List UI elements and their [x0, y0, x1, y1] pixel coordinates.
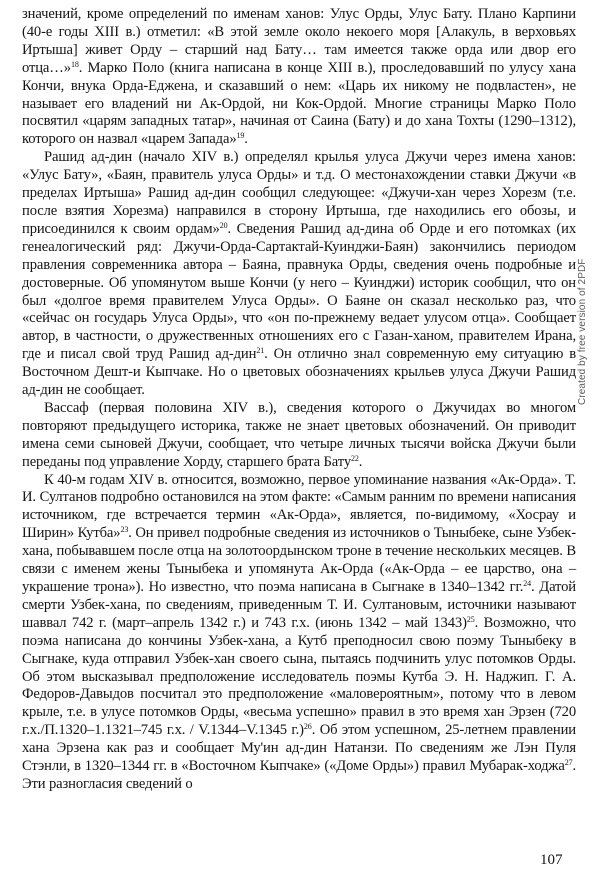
text-run: Вассаф (первая половина XIV в.), сведения которого о Джучидах во многом повторяют предыдущего историка, также не знает цветовых обозначений. Он приводит имена семи сыновей Джучи, сообщает, что четыре личных тысячи войска Джучи были переданы под управление Хорду, старшего брата Бату	[22, 399, 576, 470]
text-run: . Он привел подробные сведения из источников о Тыныбеке, сыне Узбек-хана, побывавшем после отца на золотоордынском троне в течение нескольких месяцев. В связи с именем жены Тыныбека и упомянута Ак-Орда («Ак-Орда – ее царство, она – украшение трона»). Но известно, что поэма написана в Сыгнаке в 1340–1342 гг.	[22, 525, 576, 595]
paragraph	[22, 6, 576, 149]
text-run: К 40-м годам XIV в. относится, возможно, первое упоминание названия «Ак-Орда». Т. И. Султанов подробно остановился на этом факте: «Самым ранним по времени написания источником, где встречается термин «Ак-Орда», является, по-видимому, «Хосрау и Ширин» Кутба»	[22, 471, 576, 542]
footnote-ref[interactable]: 20	[219, 220, 228, 230]
paragraph	[22, 400, 576, 472]
footnote-ref[interactable]: 22	[351, 453, 359, 463]
text-run: . Марко Поло (книга написана в конце XIII в.), проследовавший по улусу хана Кончи, внука Орда-Еджена, и сказавший о нем: «Царь их никому не подвластен», не называет его владений ни Ак-Ордой, ни Кок-Ордой. Многие страницы Марко Поло посвятил «царям западных татар», начиная от Саина (Бату) и до хана Тохты (1290–1312), которого он назвал «царем Запада»	[22, 59, 576, 148]
paragraph	[22, 472, 576, 794]
watermark-text: Created by free version of 2PDF	[577, 258, 588, 405]
footnote-ref[interactable]: 21	[256, 346, 265, 356]
text-run: . Возможно, что поэма написана до кончины Узбек-хана, а Кутб преподносил свою поэму Тыныбеку в Сыгнаке, куда отправил Узбек-хан своего сына, пытаясь подчинить улус потомков Орды. Об этом высказывал предположение исследователь поэмы Кутба Э. Н. Наджип. Г. А. Федоров-Давыдов посчитал это предположение «маловероятным», потому что в левом крыле, т.е. в улусе потомков Орды, «весьма успешно» правил в это время хан Эрзен (720 г.х./П.1320–1.1321–745 г.х. / V.1344–V.1345 г.)	[22, 614, 576, 739]
footnote-ref[interactable]: 25	[466, 614, 475, 624]
footnote-ref[interactable]: 23	[120, 525, 129, 535]
text-run: . Сведения Рашид ад-дина об Орде и его потомках (их генеалогический ряд: Джучи-Орда-Сартактай-Куинджи-Баян) закончились периодом правления современника автора – Баяна, правнука Орды, сведения очень подробные и достоверные. Об упомянутом выше Кончи (у него – Куинджи) историк сообщил, что он был «долгое время правителем Улуса Орды». О Баяне он сказал несколько раз, что «сейчас он государь Улуса Орды», что «он по-прежнему ведает улусом отца». Сообщает автор, в частности, о дружественных отношениях его с Газан-ханом, правителем Ирана, где и писал свой труд Рашид ад-дин	[22, 220, 577, 363]
text-run: . Он отлично знал современную ему ситуацию в Восточном Дешт-и Кыпчаке. Но о цветовых обозначениях крыльев улуса Джучи Рашид ад-дин не сообщает.	[22, 346, 576, 399]
text-run: Рашид ад-дин (начало XIV в.) определял крылья улуса Джучи через имена ханов: «Улус Бату», «Баян, правитель улуса Орды» и т.д. О местонахождении ставки Джучи «в пределах Иртыша» Рашид ад-дин сообщил следующее: «Джучи-хан через Хорезм (т.е. после взятия Хорезма) направился в сторону Иртыша, где находились его обозы, и присоединился к своим ордам»	[22, 149, 576, 237]
text-run: . Эти разногласия сведений о	[22, 758, 576, 792]
text-run: значений, кроме определений по именам ханов: Улус Орды, Улус Бату. Плано Карпини (40-е годы XIII в.) отметил: «В этой земле около некоего моря [Алакуль, в верховьях Иртыша] живет Орду – старший над Бату… там имеется также орда или двор его отца…»	[22, 6, 576, 76]
text-run: . Об этом успешном, 25-летнем правлении хана Эрзена как раз и сообщает Му'ин ад-дин Натанзи. По сведениям же Лэн Пуля Стэнли, в 1320–1344 гг. в «Восточном Кыпчаке» («Доме Орды») правил Мубарак-ходжа	[22, 722, 576, 775]
footnote-ref[interactable]: 24	[523, 579, 531, 588]
text-run: .	[244, 131, 248, 148]
paragraph	[22, 149, 576, 400]
page-number: 107	[540, 852, 563, 868]
footnote-ref[interactable]: 26	[303, 722, 312, 732]
footnote-ref[interactable]: 18	[70, 59, 79, 69]
footnote-ref[interactable]: 19	[236, 131, 245, 141]
footnote-ref[interactable]: 27	[564, 758, 573, 768]
text-run: . Датой смерти Узбек-хана, по сведениям, приведенным Т. И. Султановым, источники называют шаввал 742 г. (март–апрель 1342 г.) и 743 г.х. (июнь 1342 – май 1343)	[22, 579, 576, 631]
text-run: .	[358, 453, 363, 470]
body-text	[22, 6, 576, 794]
